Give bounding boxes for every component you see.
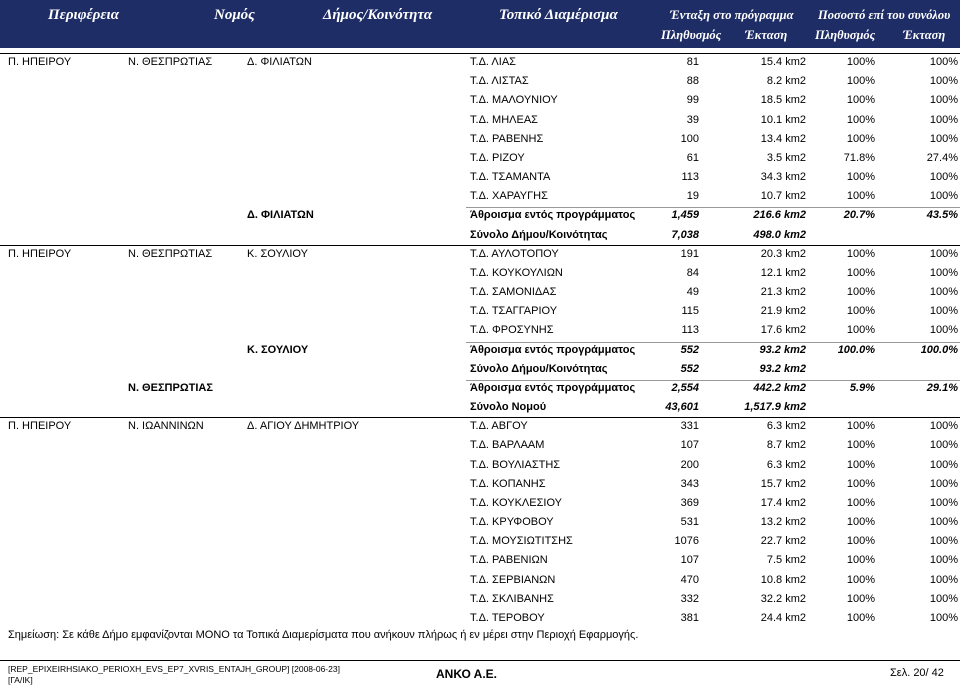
area-cell: 13.2 km2 bbox=[760, 516, 806, 529]
population-cell: 113 bbox=[681, 171, 699, 184]
pct-population-cell: 100% bbox=[846, 190, 875, 203]
local-cell: Τ.Δ. ΛΙΣΤΑΣ bbox=[470, 75, 529, 88]
sub-population-header: Πληθυσμός bbox=[661, 28, 722, 42]
col-local-header: Τοπικό Διαμέρισμα bbox=[499, 7, 618, 23]
pct-population-cell: 100% bbox=[846, 171, 875, 184]
local-cell: Τ.Δ. ΚΟΥΚΛΕΣΙΟΥ bbox=[470, 496, 562, 509]
population-cell: 343 bbox=[680, 477, 699, 490]
region-cell: Π. ΗΠΕΙΡΟΥ bbox=[8, 420, 72, 433]
local-cell: Τ.Δ. ΣΕΡΒΙΑΝΩΝ bbox=[470, 573, 556, 586]
municipality-cell: Δ. ΦΙΛΙΑΤΩΝ bbox=[247, 56, 312, 68]
pct-population-cell: 20.7% bbox=[843, 209, 875, 222]
area-cell: 24.4 km2 bbox=[760, 611, 806, 624]
local-cell: Τ.Δ. ΜΗΛΕΑΣ bbox=[470, 113, 538, 126]
local-cell: Τ.Δ. ΒΟΥΛΙΑΣΤΗΣ bbox=[470, 458, 561, 471]
sub-population-pct-header: Πληθυσμός bbox=[815, 28, 876, 42]
sub-area-pct-header: Έκταση bbox=[903, 28, 946, 42]
pct-population-cell: 100% bbox=[846, 592, 875, 605]
area-cell: 12.1 km2 bbox=[760, 266, 806, 279]
pct-area-cell: 100% bbox=[929, 420, 958, 433]
population-cell: 381 bbox=[680, 611, 699, 624]
population-cell: 107 bbox=[680, 439, 699, 452]
local-cell: Τ.Δ. ΤΣΑΜΑΝΤΑ bbox=[470, 171, 551, 184]
pct-population-cell: 100% bbox=[846, 477, 875, 490]
pct-population-cell: 100% bbox=[846, 247, 875, 260]
population-cell: 200 bbox=[680, 458, 699, 471]
pct-population-cell: 100% bbox=[846, 458, 875, 471]
prefecture-cell: Ν. ΙΩΑΝΝΙΝΩΝ bbox=[128, 420, 204, 433]
pct-area-cell: 100% bbox=[929, 458, 958, 471]
population-cell: 332 bbox=[680, 592, 699, 605]
subtotal-unit: Δ. ΦΙΛΙΑΤΩΝ bbox=[247, 209, 314, 222]
pct-area-cell: 100% bbox=[929, 190, 958, 203]
total-label: Σύνολο Δήμου/Κοινότητας bbox=[470, 362, 608, 375]
pct-area-cell: 100% bbox=[929, 132, 958, 145]
pct-population-cell: 100% bbox=[846, 286, 875, 299]
population-cell: 470 bbox=[680, 573, 699, 586]
local-cell: Τ.Δ. ΒΑΡΛΑΑΜ bbox=[470, 439, 545, 452]
table-header bbox=[0, 0, 960, 48]
population-cell: 49 bbox=[686, 286, 699, 299]
footer-divider bbox=[0, 660, 960, 661]
area-cell: 10.8 km2 bbox=[760, 573, 806, 586]
population-cell: 99 bbox=[686, 94, 699, 107]
area-cell: 34.3 km2 bbox=[760, 171, 806, 184]
col-prefecture-header: Νομός bbox=[214, 7, 255, 23]
local-cell: Τ.Δ. ΑΥΛΟΤΟΠΟΥ bbox=[470, 247, 559, 260]
subtotal-divider bbox=[466, 207, 960, 208]
pct-area-cell: 100% bbox=[929, 266, 958, 279]
pct-area-cell: 100% bbox=[929, 439, 958, 452]
local-cell: Τ.Δ. ΡΑΒΕΝΙΩΝ bbox=[470, 554, 548, 567]
pct-population-cell: 100.0% bbox=[837, 343, 875, 356]
prefecture-cell: Ν. ΘΕΣΠΡΩΤΙΑΣ bbox=[128, 56, 213, 68]
pct-area-cell: 100% bbox=[929, 516, 958, 529]
population-cell: 331 bbox=[680, 420, 699, 433]
population-cell: 552 bbox=[680, 362, 699, 375]
pct-population-cell: 100% bbox=[846, 496, 875, 509]
pct-population-cell: 5.9% bbox=[849, 381, 875, 394]
area-cell: 10.1 km2 bbox=[760, 113, 806, 126]
group-divider bbox=[0, 245, 960, 246]
population-cell: 84 bbox=[686, 266, 699, 279]
local-cell: Τ.Δ. ΣΚΛΙΒΑΝΗΣ bbox=[470, 592, 554, 605]
percent-header: Ποσοστό επί του συνόλου bbox=[818, 8, 951, 22]
pct-population-cell: 100% bbox=[846, 266, 875, 279]
area-cell: 21.9 km2 bbox=[760, 305, 806, 318]
pct-population-cell: 100% bbox=[846, 75, 875, 88]
population-cell: 39 bbox=[686, 113, 699, 126]
pct-population-cell: 100% bbox=[846, 535, 875, 548]
pct-population-cell: 100% bbox=[846, 611, 875, 624]
company-name: ΑΝΚΟ Α.Ε. bbox=[436, 667, 498, 681]
local-cell: Τ.Δ. ΚΟΥΚΟΥΛΙΩΝ bbox=[470, 266, 563, 279]
local-cell: Τ.Δ. ΧΑΡΑΥΓΗΣ bbox=[470, 190, 548, 203]
area-cell: 216.6 km2 bbox=[753, 209, 806, 222]
pct-area-cell: 100% bbox=[929, 496, 958, 509]
population-cell: 115 bbox=[681, 305, 699, 318]
prefecture-cell: Ν. ΘΕΣΠΡΩΤΙΑΣ bbox=[128, 247, 213, 260]
pct-area-cell: 100% bbox=[929, 554, 958, 567]
area-cell: 15.4 km2 bbox=[760, 56, 806, 68]
group-divider bbox=[0, 417, 960, 418]
area-cell: 10.7 km2 bbox=[760, 190, 806, 203]
report-id: [REP_EPIXEIRHSIAKO_PERIOXH_EVS_EP7_XVRIS_ENTAJH_GROUP] [2008-06-23] bbox=[8, 664, 340, 674]
region-cell: Π. ΗΠΕΙΡΟΥ bbox=[8, 56, 72, 68]
pct-area-cell: 27.4% bbox=[926, 151, 958, 164]
pct-area-cell: 100% bbox=[929, 592, 958, 605]
area-cell: 442.2 km2 bbox=[753, 381, 806, 394]
area-cell: 20.3 km2 bbox=[760, 247, 806, 260]
area-cell: 17.4 km2 bbox=[760, 496, 806, 509]
population-cell: 43,601 bbox=[665, 401, 699, 414]
pct-area-cell: 100% bbox=[929, 305, 958, 318]
population-cell: 88 bbox=[686, 75, 699, 88]
subtotal-divider bbox=[466, 380, 960, 381]
population-cell: 369 bbox=[680, 496, 699, 509]
area-cell: 93.2 km2 bbox=[759, 343, 806, 356]
subtotal-label: Άθροισμα εντός προγράμματος bbox=[470, 343, 636, 356]
area-cell: 8.2 km2 bbox=[766, 75, 806, 88]
subtotal-label: Άθροισμα εντός προγράμματος bbox=[470, 381, 636, 394]
page-number: Σελ. 20/ 42 bbox=[890, 667, 944, 679]
population-cell: 113 bbox=[681, 324, 699, 337]
pct-population-cell: 71.8% bbox=[843, 151, 875, 164]
area-cell: 32.2 km2 bbox=[760, 592, 806, 605]
local-cell: Τ.Δ. ΦΡΟΣΥΝΗΣ bbox=[470, 324, 554, 337]
area-cell: 21.3 km2 bbox=[760, 286, 806, 299]
area-cell: 17.6 km2 bbox=[760, 324, 806, 337]
pct-area-cell: 100% bbox=[929, 477, 958, 490]
area-cell: 1,517.9 km2 bbox=[744, 401, 806, 414]
local-cell: Τ.Δ. ΡΑΒΕΝΗΣ bbox=[470, 132, 544, 145]
subtotal-divider bbox=[466, 342, 960, 343]
population-cell: 552 bbox=[680, 343, 699, 356]
pct-area-cell: 100% bbox=[929, 56, 958, 68]
pct-area-cell: 100% bbox=[929, 535, 958, 548]
pct-area-cell: 100.0% bbox=[920, 343, 958, 356]
group-divider bbox=[0, 53, 960, 54]
subtotal-label: Άθροισμα εντός προγράμματος bbox=[470, 209, 636, 222]
population-cell: 2,554 bbox=[671, 381, 699, 394]
region-cell: Π. ΗΠΕΙΡΟΥ bbox=[8, 247, 72, 260]
footer-note: Σημείωση: Σε κάθε Δήμο εμφανίζονται ΜΟΝΟ τα Τοπικά Διαμερίσματα που ανήκουν πλήρως ή εν μέρει στην Περιοχή Εφαρμογής. bbox=[8, 629, 639, 641]
pct-population-cell: 100% bbox=[846, 573, 875, 586]
area-cell: 7.5 km2 bbox=[766, 554, 806, 567]
population-cell: 191 bbox=[680, 247, 699, 260]
col-region-header: Περιφέρεια bbox=[48, 7, 119, 23]
pct-area-cell: 100% bbox=[929, 286, 958, 299]
area-cell: 498.0 km2 bbox=[753, 228, 806, 241]
local-cell: Τ.Δ. ΤΣΑΓΓΑΡΙΟΥ bbox=[470, 305, 558, 318]
municipality-cell: Δ. ΑΓΙΟΥ ΔΗΜΗΤΡΙΟΥ bbox=[247, 420, 360, 433]
pct-area-cell: 100% bbox=[929, 247, 958, 260]
population-cell: 100 bbox=[680, 132, 699, 145]
municipality-cell: Κ. ΣΟΥΛΙΟΥ bbox=[247, 247, 308, 260]
local-cell: Τ.Δ. ΤΕΡΟΒΟΥ bbox=[470, 611, 545, 624]
pct-population-cell: 100% bbox=[846, 305, 875, 318]
pct-area-cell: 100% bbox=[929, 113, 958, 126]
population-cell: 81 bbox=[686, 56, 699, 68]
area-cell: 6.3 km2 bbox=[766, 420, 806, 433]
area-cell: 6.3 km2 bbox=[766, 458, 806, 471]
area-cell: 15.7 km2 bbox=[760, 477, 806, 490]
local-cell: Τ.Δ. ΣΑΜΟΝΙΔΑΣ bbox=[470, 286, 557, 299]
area-cell: 93.2 km2 bbox=[759, 362, 806, 375]
population-cell: 1076 bbox=[674, 535, 699, 548]
pct-population-cell: 100% bbox=[846, 420, 875, 433]
area-cell: 8.7 km2 bbox=[766, 439, 806, 452]
pct-area-cell: 29.1% bbox=[926, 381, 958, 394]
local-cell: Τ.Δ. ΚΡΥΦΟΒΟΥ bbox=[470, 516, 554, 529]
pct-population-cell: 100% bbox=[846, 516, 875, 529]
area-cell: 3.5 km2 bbox=[766, 151, 806, 164]
pct-population-cell: 100% bbox=[846, 554, 875, 567]
pct-area-cell: 100% bbox=[929, 171, 958, 184]
local-cell: Τ.Δ. ΜΑΛΟΥΝΙΟΥ bbox=[470, 94, 558, 107]
pct-area-cell: 43.5% bbox=[926, 209, 958, 222]
report-tag: [ΓΑ/ΙΚ] bbox=[8, 675, 33, 685]
pct-population-cell: 100% bbox=[846, 56, 875, 68]
total-label: Σύνολο Δήμου/Κοινότητας bbox=[470, 228, 608, 241]
pct-area-cell: 100% bbox=[929, 573, 958, 586]
pct-population-cell: 100% bbox=[846, 324, 875, 337]
pct-area-cell: 100% bbox=[929, 94, 958, 107]
pct-area-cell: 100% bbox=[929, 75, 958, 88]
local-cell: Τ.Δ. ΑΒΓΟΥ bbox=[470, 420, 528, 433]
pct-population-cell: 100% bbox=[846, 94, 875, 107]
population-cell: 19 bbox=[686, 190, 699, 203]
area-cell: 18.5 km2 bbox=[760, 94, 806, 107]
inclusion-header: Ένταξη στο πρόγραμμα bbox=[670, 8, 794, 22]
sub-area-header: Έκταση bbox=[745, 28, 788, 42]
population-cell: 61 bbox=[686, 151, 699, 164]
subtotal-unit: Κ. ΣΟΥΛΙΟΥ bbox=[247, 343, 309, 356]
pct-area-cell: 100% bbox=[929, 324, 958, 337]
local-cell: Τ.Δ. ΛΙΑΣ bbox=[470, 56, 516, 68]
population-cell: 7,038 bbox=[671, 228, 699, 241]
area-cell: 22.7 km2 bbox=[760, 535, 806, 548]
pct-population-cell: 100% bbox=[846, 113, 875, 126]
pct-area-cell: 100% bbox=[929, 611, 958, 624]
col-municipality-header: Δήμος/Κοινότητα bbox=[323, 7, 433, 23]
local-cell: Τ.Δ. ΚΟΠΑΝΗΣ bbox=[470, 477, 546, 490]
population-cell: 531 bbox=[680, 516, 699, 529]
total-label: Σύνολο Νομού bbox=[470, 401, 547, 414]
pct-population-cell: 100% bbox=[846, 439, 875, 452]
area-cell: 13.4 km2 bbox=[760, 132, 806, 145]
population-cell: 107 bbox=[680, 554, 699, 567]
population-cell: 1,459 bbox=[671, 209, 699, 222]
pct-population-cell: 100% bbox=[846, 132, 875, 145]
local-cell: Τ.Δ. ΡΙΖΟΥ bbox=[470, 151, 525, 164]
local-cell: Τ.Δ. ΜΟΥΣΙΩΤΙΤΣΗΣ bbox=[470, 535, 573, 548]
subtotal-unit: Ν. ΘΕΣΠΡΩΤΙΑΣ bbox=[128, 381, 213, 394]
